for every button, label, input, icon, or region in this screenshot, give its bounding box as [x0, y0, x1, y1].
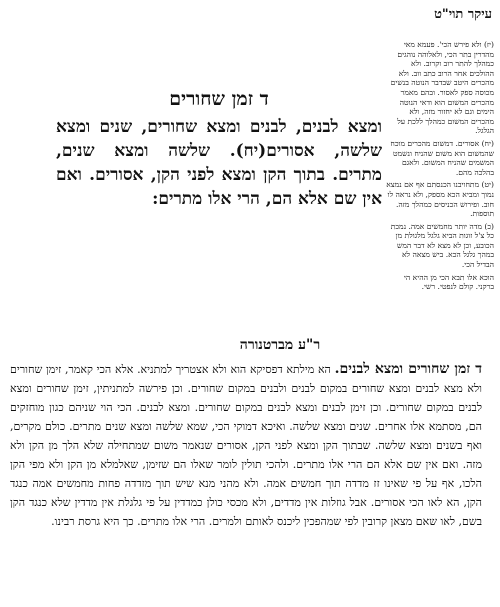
side-note-19: (יט) מתחויבנו הכנסתם אף אם נמצא נמוך ומביא הכא מספק, ולא נראה לו חוב. ופירוש הכניסים כמהלך מזה. תוספות.	[386, 180, 494, 219]
mishna-text: ומצא לבנים, לבנים ומצא שחורים, שנים ומצא שלשה, אסורים(יח). שלשה ומצא שנים, מתרים. בתוך הקן ומצא לפני הקן, אסורים. ואם אין שם אלא הם, הרי אלו מתרים:	[56, 117, 382, 209]
header-title: עיקר תוי"ט	[434, 7, 492, 22]
commentary-lead: ד זמן שחורים ומצא לבנים.	[334, 361, 482, 377]
commentary-body	[10, 360, 482, 531]
side-note-20: (כ) מדה יותר מחמשים אמה. נמכת כל צ'ל זוגות הביא גלגל מלגולת מן הכובע, וכן לא מצא לא דבר המש במהך גלגל הכא. ביש מצאה לא הבדיל הכי.	[390, 221, 494, 270]
side-note-18: (יח) אסורים. דמשום מהכרים מוכח שהמשום הוא משום שהניח ונשמט המשמים שהניח המשום. ולאגם בהלכה מהם.	[390, 138, 494, 177]
side-note-17: (יז) ולא פירש הכי'. פעמא מאי מהדרין בתר הכי, ולאלוהה נוהגים כמהלך להתר רוב וקרוב. ולא ההולכים אחר הרוב כתב ווב. ולא מהכרים היטב שבדבר הנוטה בנשים מכוסה ספק לאסור. ובהם מאמר מהכרים המשום הוא ודאי הנוטה הימים וגם לא יחזור מזה, ולא מהכרים המשום כמהלך ללכת על הגלגל.	[390, 40, 494, 136]
commentary-title: ר"ע מברטנורה	[239, 337, 321, 353]
mishna-block	[56, 88, 382, 211]
side-notes-column	[386, 40, 494, 295]
commentary-text: הא מילתא דפסיקא הוא ולא אצטריך למתניא. אלא הכי קאמר, זימן שחורים ולא מצא לבנים ומצא שחורים במקום לבנים ולבנים במקום שחורים. וכן פירשה למתניתין, זימן שחורים ומצא לבנים במקום שחורים. וכן זימן לבנים ומצא לבנים במקום שחורים. ומצא לבנים. הכי הוי שניהם כגון מוחזקים הם, מסתמא אלו אחרים. שנים ומצא שלשה. ואיכא דמוקי הכי, שמא שלשה ומצא שנים מתרים. כולם מקרים, ואף בשנים ומצא שלשה. שבתוך הקן ומצא לפני הקן, אסורים שנאמר משום שמתחילה שלא הלך מן הקן ולא מזה. ואם אין שם אלא הם הרי אלו מתרים. ולהכי תולין לומר שאלו הם שזימן, שאלמלא מן הקן ולא מפי הקן הלכו, אף על פי שאינו זז מדדה תוך חמשים אמה. ולא מהני מנא שיש תוך מזדדה פחות מחמשים אמה כנגד הקן, הא לאו הכי אסורים. אבל גוזלות אין מדדים, ולא מכסי כולן כמדדין על פי גלגלת אין מדדין שלא כנגד הקן בשם, לאו שאם מצאן קרובין לפי שמהפכין ליכנס לאותם ולמרים. הרי אלו מתרים. כך היא גרסת רבינו.	[10, 363, 482, 528]
mishna-title: ד זמן שחורים	[169, 88, 269, 110]
side-note-21: הוכא אלו תבא הכי מן ההיא הי ברקני. קולם לנפטי. רשי.	[403, 272, 494, 292]
page-header	[372, 6, 492, 22]
